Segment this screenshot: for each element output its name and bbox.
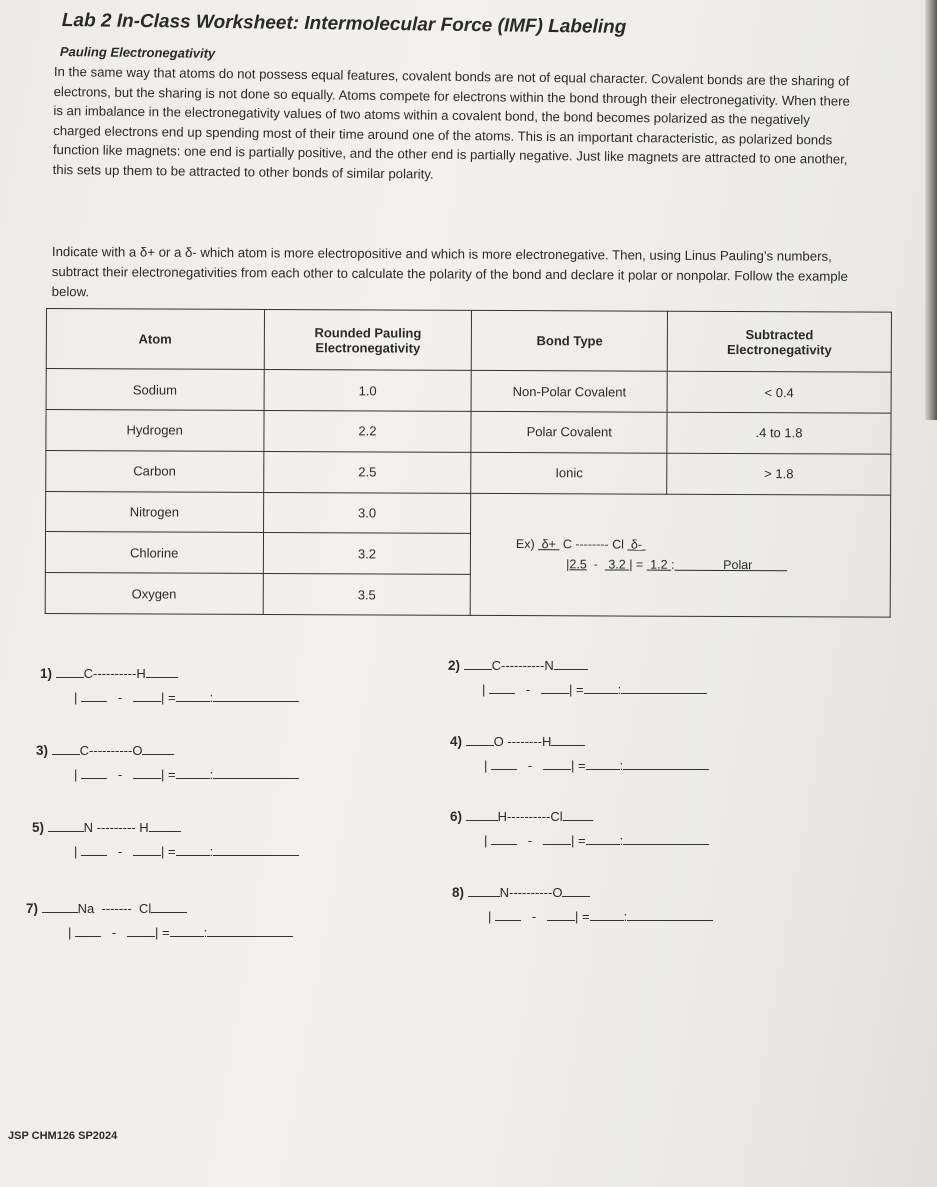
intro-paragraph: In the same way that atoms do not possess equal features, covalent bonds are not of equal character. Covalent bonds are the sharing of electrons, but the sharing is not done so equally. Atoms compete for electrons within the bond through their electronegativity. When there is an imbalance in the electronegativity values of two atoms within a covalent bond, the bond becomes polarized as the negatively charged electrons end up spending most of their time around one of the atoms. This is an important characteristic, as polarized bonds function like magnets: one end is partially positive, and the other end is partially negative. Just like magnets are attracted to one another, this sets up them to be attracted to other bonds of similar polarity. (52, 63, 851, 182)
problem-number: 5) (32, 820, 45, 835)
problem-8: 8) N----------O | - | = : (452, 884, 590, 900)
calc-line: | - | = : (74, 766, 299, 782)
problem-atom-a: Na (77, 901, 95, 916)
calc-line: | - | = : (68, 924, 293, 940)
delta-blank[interactable] (149, 819, 181, 832)
atom-cell: Sodium (46, 369, 264, 411)
calc-line: | - | = : (74, 843, 299, 859)
delta-blank[interactable] (56, 665, 84, 678)
problem-atom-b: O (552, 885, 563, 900)
calc-line: | - | = : (74, 689, 299, 705)
calc-line: | - | = : (484, 832, 709, 848)
atom-cell: Hydrogen (46, 409, 264, 451)
polarity-blank[interactable] (621, 681, 707, 694)
en-cell: 3.5 (263, 574, 471, 616)
delta-blank[interactable] (42, 900, 78, 913)
problem-atom-a: N (83, 820, 94, 835)
difference-blank[interactable] (590, 908, 624, 921)
polarity-blank[interactable] (213, 766, 299, 779)
value-blank[interactable] (489, 681, 515, 694)
polarity-blank[interactable] (623, 832, 709, 845)
example-diff: 1.2 (650, 557, 668, 572)
delta-blank[interactable] (464, 657, 492, 670)
en-cell: 3.0 (263, 492, 471, 534)
electronegativity-table (45, 308, 892, 618)
example-val2: 3.2 (608, 557, 626, 572)
problem-number: 4) (450, 734, 463, 749)
problem-4: 4) O --------H | - | = : (450, 733, 585, 749)
bond-type-cell: Ionic (471, 452, 667, 494)
bond-type-cell: Polar Covalent (471, 411, 667, 453)
header-atom: Atom (46, 309, 264, 370)
difference-blank[interactable] (584, 681, 618, 694)
value-blank[interactable] (75, 924, 101, 937)
value-blank[interactable] (127, 924, 155, 937)
calc-line: | - | = : (482, 681, 707, 697)
example-atom1: C (562, 537, 572, 552)
value-blank[interactable] (491, 832, 517, 845)
polarity-blank[interactable] (623, 757, 709, 770)
example-prefix: Ex) (515, 537, 535, 552)
problem-5: 5) N --------- H | - | = : (32, 819, 181, 835)
worksheet-title: Lab 2 In-Class Worksheet: Intermolecular Force (IMF) Labeling (61, 10, 627, 38)
problem-number: 7) (26, 901, 39, 916)
problem-atom-a: C (79, 743, 90, 758)
problem-atom-b: Cl (139, 901, 152, 916)
example-cell (471, 493, 891, 617)
value-blank[interactable] (81, 766, 107, 779)
example-result: Polar (723, 558, 753, 573)
calc-line: | - | = : (488, 908, 713, 924)
value-blank[interactable] (133, 843, 161, 856)
delta-blank[interactable] (563, 808, 593, 821)
example-atom2: Cl (612, 537, 624, 552)
example-delta-plus: δ+ (541, 537, 556, 552)
delta-blank[interactable] (146, 665, 178, 678)
example-val1: 2.5 (569, 557, 587, 572)
header-electronegativity: Rounded Pauling Electronegativity (264, 309, 472, 370)
problem-atom-b: N (544, 658, 554, 673)
value-blank[interactable] (81, 689, 107, 702)
problem-number: 2) (448, 658, 461, 673)
polarity-blank[interactable] (207, 924, 293, 937)
problem-number: 3) (36, 743, 49, 758)
problem-atom-b: H (542, 734, 552, 749)
delta-blank[interactable] (551, 733, 585, 746)
bond-type-cell: Non-Polar Covalent (472, 371, 668, 413)
delta-blank[interactable] (52, 742, 80, 755)
delta-blank[interactable] (48, 819, 84, 832)
value-blank[interactable] (543, 832, 571, 845)
example-delta-minus: δ- (630, 537, 643, 552)
delta-blank[interactable] (466, 733, 494, 746)
problem-atom-b: H (139, 820, 149, 835)
difference-blank[interactable] (170, 924, 204, 937)
atom-cell: Chlorine (45, 532, 263, 574)
problem-atom-a: C (83, 666, 94, 681)
difference-blank[interactable] (176, 689, 210, 702)
value-blank[interactable] (133, 689, 161, 702)
range-cell: > 1.8 (667, 453, 891, 495)
value-blank[interactable] (547, 908, 575, 921)
value-blank[interactable] (541, 681, 569, 694)
page-edge-shadow (925, 0, 937, 420)
value-blank[interactable] (81, 843, 107, 856)
atom-cell: Oxygen (45, 573, 263, 615)
value-blank[interactable] (495, 908, 521, 921)
difference-blank[interactable] (176, 843, 210, 856)
problem-6: 6) H----------Cl | - | = : (450, 808, 593, 824)
difference-blank[interactable] (586, 757, 620, 770)
problem-7: 7) Na ------- Cl | - | = : (26, 900, 187, 916)
atom-cell: Nitrogen (46, 491, 264, 533)
delta-blank[interactable] (562, 884, 590, 897)
en-cell: 2.5 (263, 451, 471, 493)
value-blank[interactable] (133, 766, 161, 779)
section-subtitle: Pauling Electronegativity (59, 44, 216, 61)
problem-atom-b: Cl (550, 809, 563, 824)
problem-1: 1) C----------H | - | = : (40, 665, 178, 681)
problem-atom-a: O (493, 734, 504, 749)
problem-atom-b: O (132, 743, 143, 758)
calc-line: | - | = : (484, 757, 709, 773)
header-bond-type: Bond Type (472, 310, 668, 371)
polarity-blank[interactable] (213, 843, 299, 856)
range-cell: .4 to 1.8 (667, 412, 891, 454)
value-blank[interactable] (491, 757, 517, 770)
value-blank[interactable] (543, 757, 571, 770)
delta-blank[interactable] (142, 742, 174, 755)
problem-2: 2) C----------N | - | = : (448, 657, 588, 673)
example-bond-line: Ex) δ+ C -------- Cl δ- (371, 534, 790, 556)
problem-atom-a: H (497, 809, 508, 824)
header-subtracted: Subtracted Electronegativity (667, 311, 891, 372)
problem-atom-a: N (499, 885, 510, 900)
en-cell: 3.2 (263, 533, 471, 575)
delta-blank[interactable] (554, 657, 588, 670)
delta-blank[interactable] (466, 808, 498, 821)
footer-course-code: JSP CHM126 SP2024 (8, 1130, 118, 1142)
delta-blank[interactable] (151, 900, 187, 913)
instructions-paragraph: Indicate with a δ+ or a δ- which atom is more electropositive and which is more electronegative. Then, using Linus Pauling’s numbers, subtract their electronegativities from each other to calculate the polarity of the bond and declare it polar or nonpolar. Follow the example below. (51, 243, 848, 300)
en-cell: 2.2 (263, 410, 471, 452)
en-cell: 1.0 (264, 370, 472, 412)
polarity-blank[interactable] (627, 908, 713, 921)
polarity-blank[interactable] (213, 689, 299, 702)
problem-atom-b: H (136, 666, 146, 681)
problem-number: 6) (450, 809, 463, 824)
problem-number: 8) (452, 885, 465, 900)
range-cell: < 0.4 (667, 371, 891, 413)
example-calc-line: |2.5 - 3.2 | = 1.2 : Polar (467, 554, 886, 576)
difference-blank[interactable] (586, 832, 620, 845)
problem-number: 1) (40, 666, 53, 681)
atom-cell: Carbon (46, 450, 264, 492)
problem-atom-a: C (491, 658, 502, 673)
problem-3: 3) C----------O | - | = : (36, 742, 174, 758)
delta-blank[interactable] (468, 884, 500, 897)
difference-blank[interactable] (176, 766, 210, 779)
